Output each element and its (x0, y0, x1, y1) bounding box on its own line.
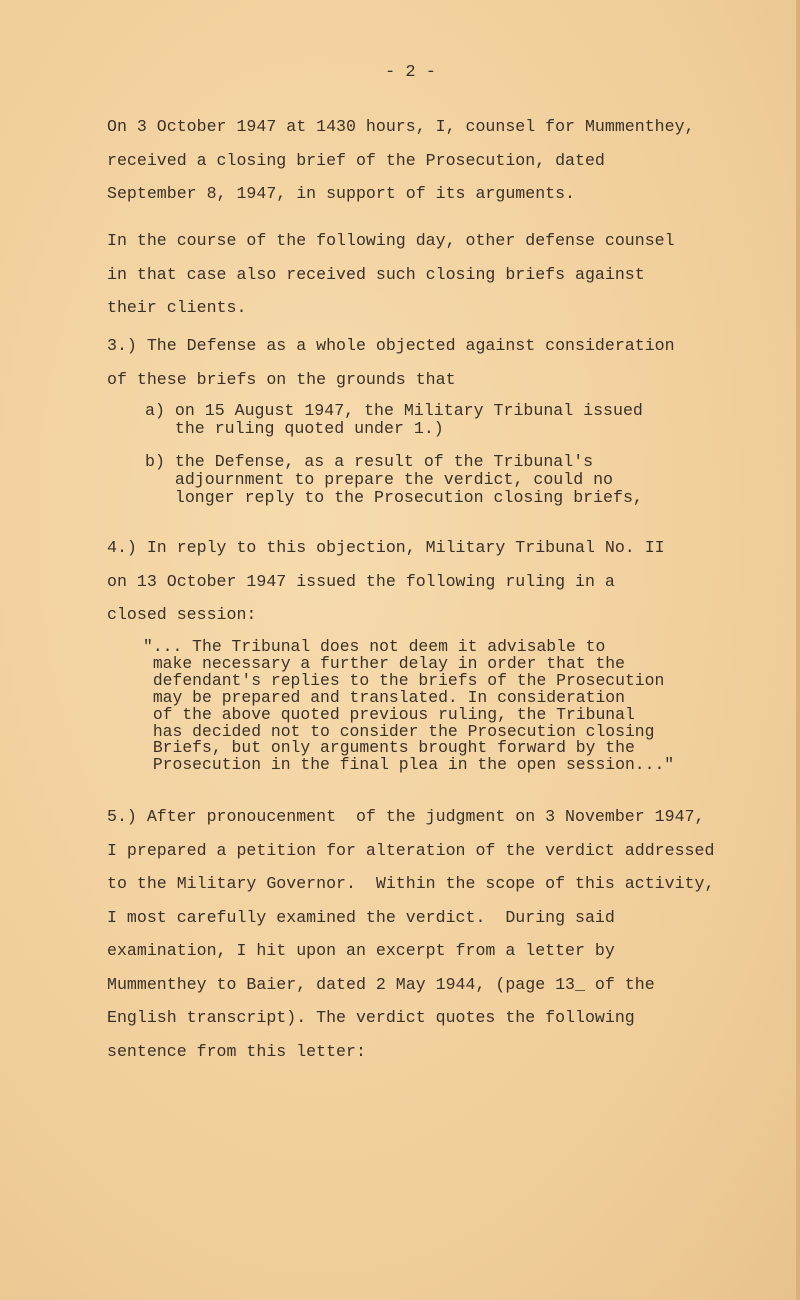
text-line: Prosecution in the final plea in the open session..." (143, 755, 675, 775)
paragraph-5 (107, 800, 714, 1068)
text-line: their clients. (107, 298, 247, 317)
text-line: received a closing brief of the Prosecution, dated (107, 150, 605, 170)
text-line: I most carefully examined the verdict. During said (107, 907, 615, 927)
text-line: a) on 15 August 1947, the Military Tribunal issued (145, 401, 643, 420)
text-line: September 8, 1947, in support of its arguments. (107, 184, 576, 203)
text-line: On 3 October 1947 at 1430 hours, I, counsel for Mummenthey, (107, 117, 695, 136)
text-line: on 13 October 1947 issued the following ruling in a (107, 571, 615, 591)
text-line: longer reply to the Prosecution closing briefs, (145, 488, 643, 507)
text-line: 4.) In reply to this objection, Military Tribunal No. II (107, 538, 665, 557)
paragraph-intro (107, 110, 695, 211)
text-line: the ruling quoted under 1.) (145, 419, 444, 438)
text-line: Mummenthey to Baier, dated 2 May 1944, (page 13_ of the (107, 974, 655, 994)
text-line: b) the Defense, as a result of the Tribunal's (145, 452, 594, 471)
text-line: closed session: (107, 605, 257, 624)
text-line: adjournment to prepare the verdict, could no (145, 470, 614, 489)
text-line: 5.) After pronoucenment of the judgment on 3 November 1947, (107, 807, 705, 826)
text-line: may be prepared and translated. In consideration (143, 687, 625, 707)
page-number: - 2 - (385, 63, 437, 82)
text-line: to the Military Governor. Within the scope of this activity, (107, 874, 715, 893)
text-line: defendant's replies to the briefs of the Prosecution (143, 670, 665, 690)
text-line: I prepared a petition for alteration of the verdict addressed (107, 840, 715, 860)
text-line: in that case also received such closing briefs against (107, 264, 645, 284)
text-line: of these briefs on the grounds that (107, 369, 456, 389)
text-line: Briefs, but only arguments brought forward by the (143, 738, 635, 758)
text-line: of the above quoted previous ruling, the Tribunal (143, 704, 635, 724)
text-line: make necessary a further delay in order that the (143, 653, 625, 673)
text-line: sentence from this letter: (107, 1041, 366, 1061)
text-line: English transcript). The verdict quotes the following (107, 1008, 635, 1027)
paragraph-3a (145, 402, 643, 438)
text-line: has decided not to consider the Prosecution closing (143, 721, 655, 741)
paragraph-3b (145, 453, 643, 507)
text-line: examination, I hit upon an excerpt from a letter by (107, 941, 615, 960)
text-line: 3.) The Defense as a whole objected against consideration (107, 336, 675, 355)
tribunal-ruling-quote (143, 639, 674, 774)
paragraph-other-counsel (107, 224, 675, 325)
page-edge (796, 0, 800, 1300)
text-line: "... The Tribunal does not deem it advisable to (143, 637, 606, 656)
paragraph-3 (107, 329, 675, 396)
paragraph-4 (107, 531, 665, 632)
text-line: In the course of the following day, other defense counsel (107, 231, 675, 250)
